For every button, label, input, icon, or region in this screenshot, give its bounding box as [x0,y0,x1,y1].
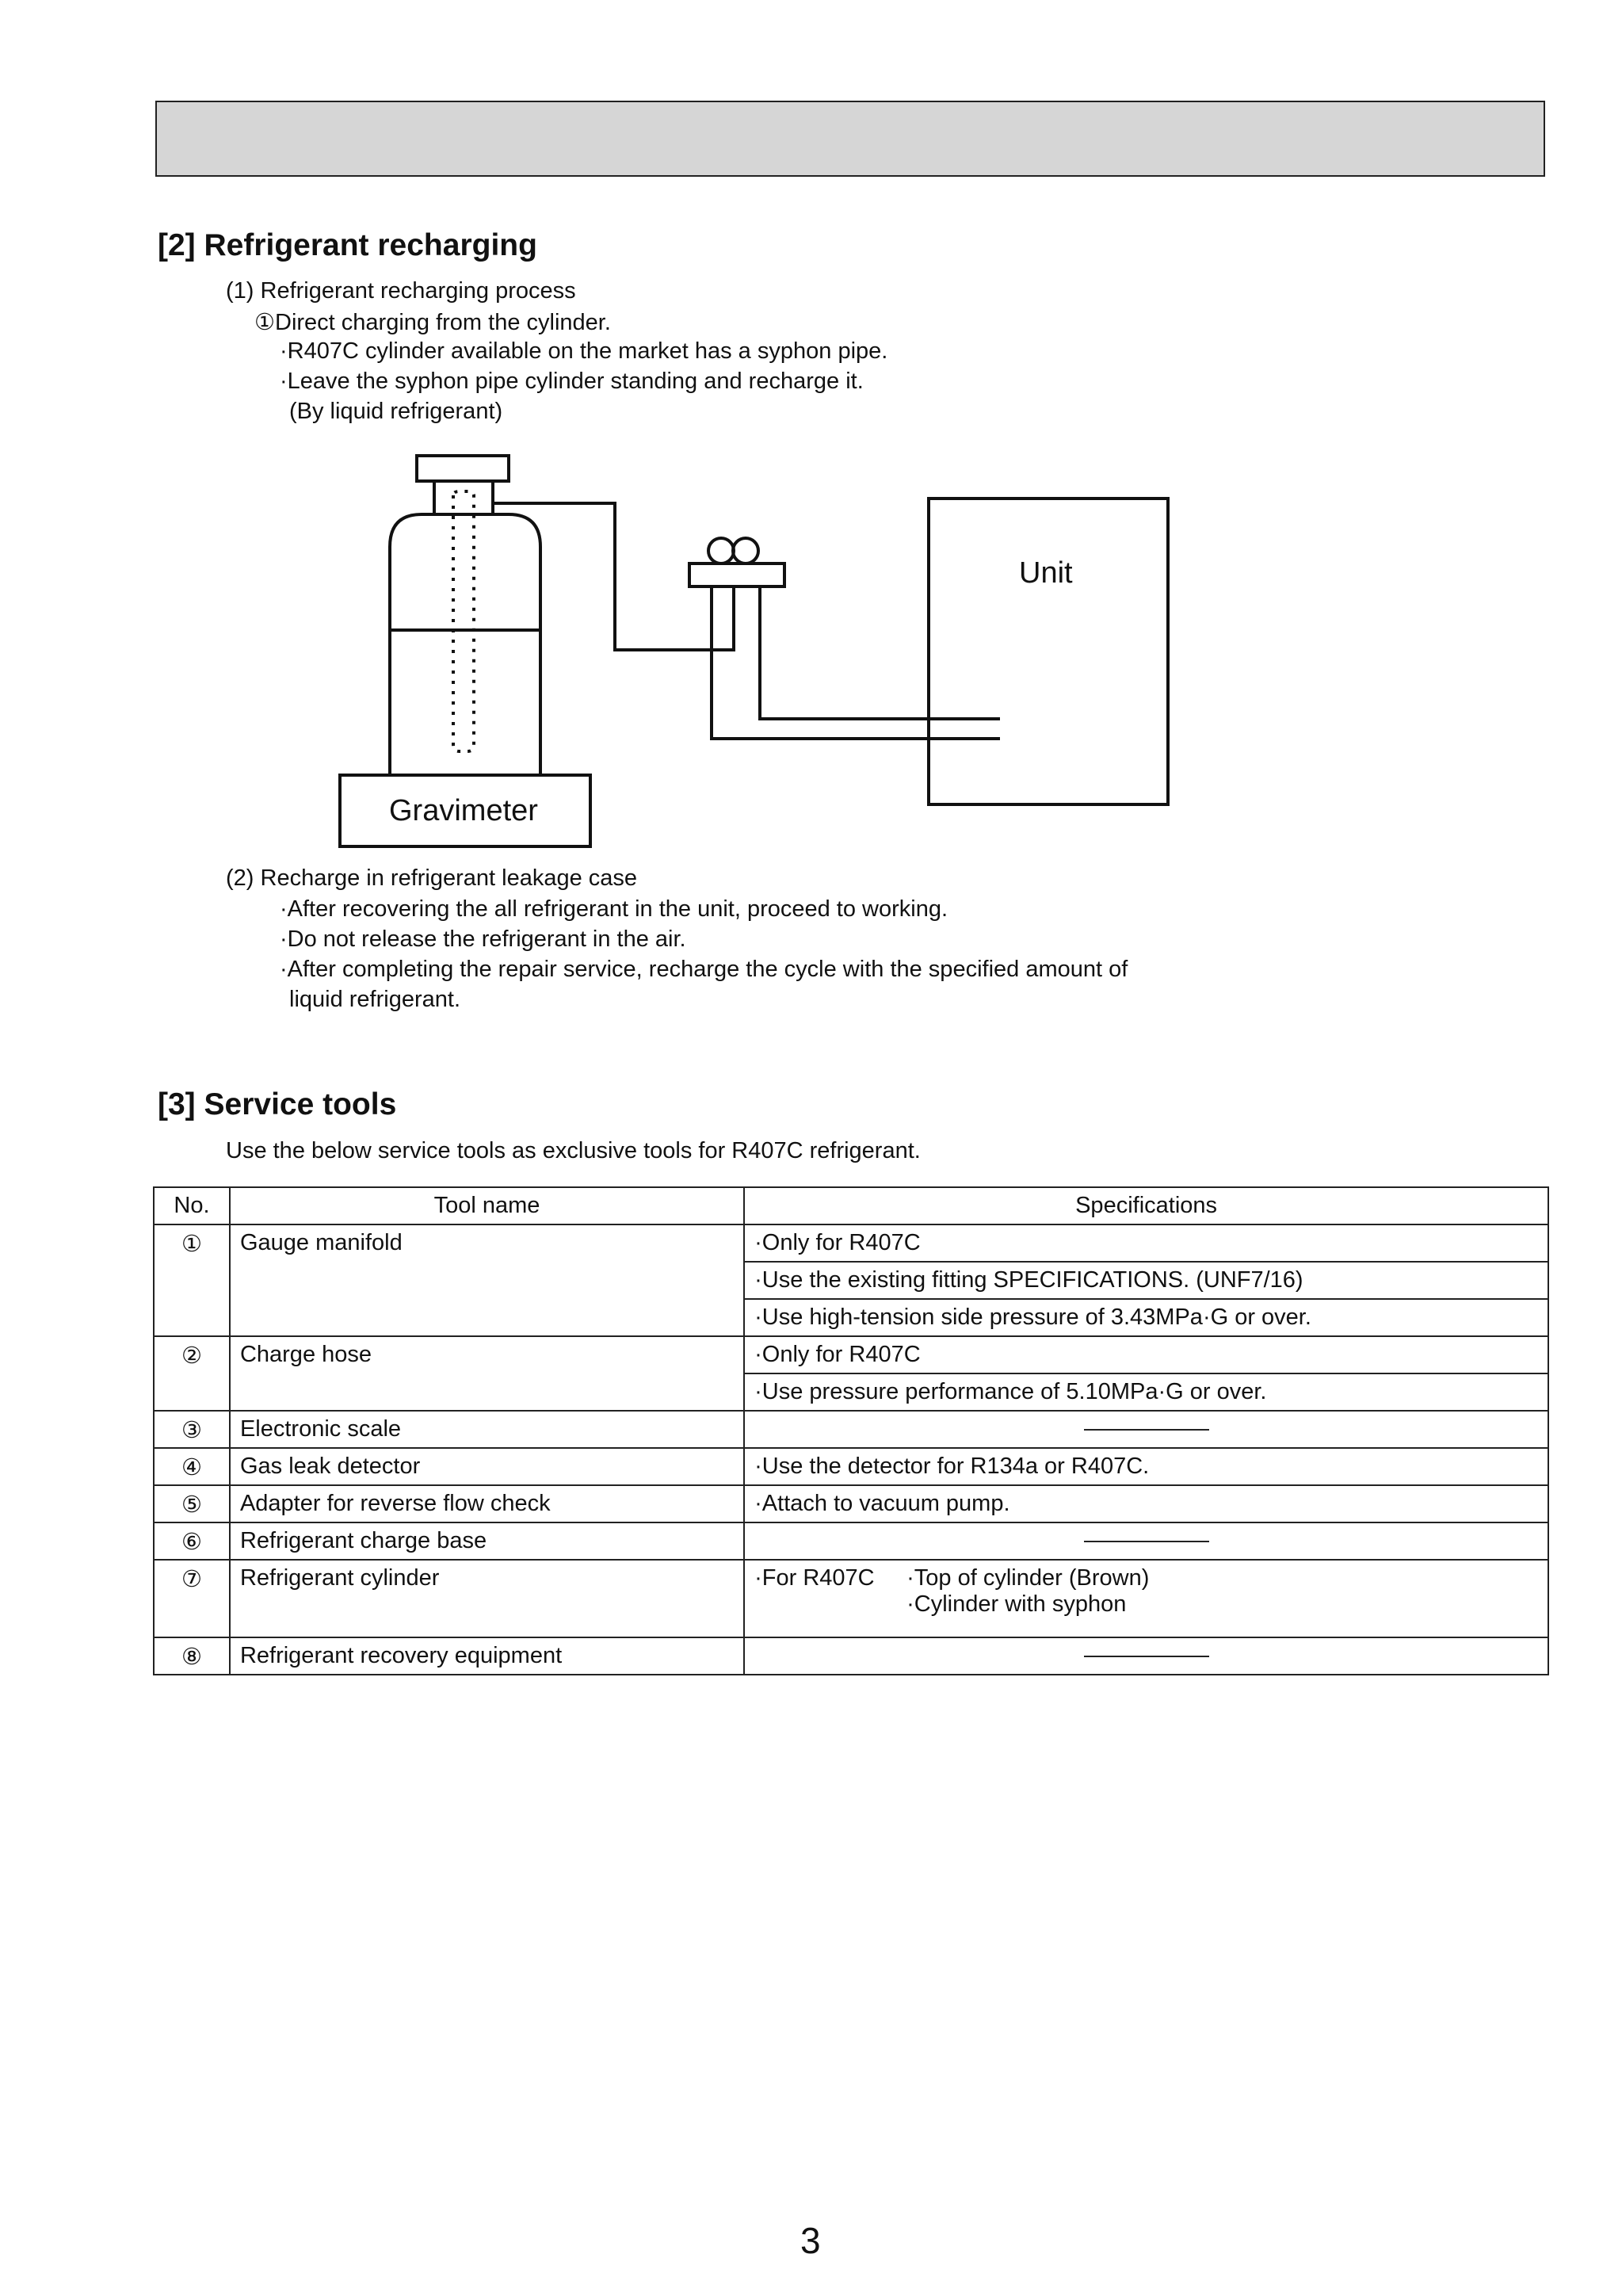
hose-to-unit-high [760,586,1000,719]
tool-name: Refrigerant cylinder [230,1560,744,1637]
table-row [154,1560,1548,1637]
step-1-subheading: ①Direct charging from the cylinder. [254,310,611,335]
row-number: ⑧ [154,1637,230,1675]
table-row [154,1411,1548,1448]
row-number: ③ [154,1411,230,1448]
row-number: ⑤ [154,1485,230,1522]
spec-cell: ·Only for R407C [744,1336,1548,1373]
dash-line [1084,1541,1209,1542]
header-tool-name: Tool name [230,1187,744,1224]
cylinder-body [390,514,540,775]
step-2-bullet-3: ·After completing the repair service, recharge the cycle with the specified amount of [280,957,1128,982]
section-2-title: [2] Refrigerant recharging [158,228,537,262]
spec-cell-empty [744,1637,1548,1675]
step-2-bullet-2: ·Do not release the refrigerant in the air. [280,926,686,952]
tool-name: Refrigerant charge base [230,1522,744,1560]
table-row [154,1637,1548,1675]
table-header-row [154,1187,1548,1224]
dash-line [1084,1429,1209,1431]
spec-right-1: ·Top of cylinder (Brown) [906,1565,1150,1591]
manifold-gauge-left [708,538,734,563]
step-1-note: (By liquid refrigerant) [289,399,503,424]
spec-cell [744,1560,1548,1637]
row-number: ① [154,1224,230,1336]
tool-name: Adapter for reverse flow check [230,1485,744,1522]
tool-name: Electronic scale [230,1411,744,1448]
step-2-heading: (2) Recharge in refrigerant leakage case [226,865,638,891]
row-number: ② [154,1336,230,1411]
gravimeter-label: Gravimeter [389,794,538,827]
step-1-bullet-2: ·Leave the syphon pipe cylinder standing and recharge it. [280,369,864,394]
unit-box [929,499,1168,804]
spec-cell: ·Use pressure performance of 5.10MPa·G or over. [744,1373,1548,1411]
service-tools-table [153,1186,1549,1675]
table-row [154,1336,1548,1373]
spec-cell: ·Use the existing fitting SPECIFICATIONS. (UNF7/16) [744,1262,1548,1299]
charge-hose [493,503,734,650]
step-2-bullet-3-cont: liquid refrigerant. [289,987,460,1012]
step-2-bullet-1: ·After recovering the all refrigerant in the unit, proceed to working. [280,896,948,922]
tool-name: Gauge manifold [230,1224,744,1336]
dash-line [1084,1656,1209,1657]
section-3-intro: Use the below service tools as exclusive tools for R407C refrigerant. [226,1138,921,1163]
manifold-body [689,563,784,586]
step-1-heading: (1) Refrigerant recharging process [226,278,576,304]
spec-cell: ·Use high-tension side pressure of 3.43MPa·G or over. [744,1299,1548,1336]
unit-label: Unit [1019,556,1073,590]
spec-right-2: ·Cylinder with syphon [906,1591,1127,1617]
spec-cell: ·Attach to vacuum pump. [744,1485,1548,1522]
spec-cell: ·Use the detector for R134a or R407C. [744,1448,1548,1485]
table-row [154,1522,1548,1560]
spec-cell-empty [744,1522,1548,1560]
hose-to-unit-low [712,586,1000,739]
table-row [154,1224,1548,1262]
table-row [154,1448,1548,1485]
spec-cell-empty [744,1411,1548,1448]
tool-name: Charge hose [230,1336,744,1411]
row-number: ④ [154,1448,230,1485]
manifold-gauge-right [733,538,758,563]
table-row [154,1485,1548,1522]
cylinder-neck [434,481,493,514]
spec-left: ·For R407C [754,1565,875,1591]
spec-cell: ·Only for R407C [744,1224,1548,1262]
step-1-bullet-1: ·R407C cylinder available on the market has a syphon pipe. [280,338,888,364]
row-number: ⑥ [154,1522,230,1560]
header-specifications: Specifications [744,1187,1548,1224]
tool-name: Gas leak detector [230,1448,744,1485]
page-number: 3 [800,2220,821,2261]
tool-name: Refrigerant recovery equipment [230,1637,744,1675]
row-number: ⑦ [154,1560,230,1637]
header-no: No. [154,1187,230,1224]
section-3-title: [3] Service tools [158,1087,397,1121]
cylinder-cap [417,456,509,481]
syphon-pipe [453,491,474,751]
